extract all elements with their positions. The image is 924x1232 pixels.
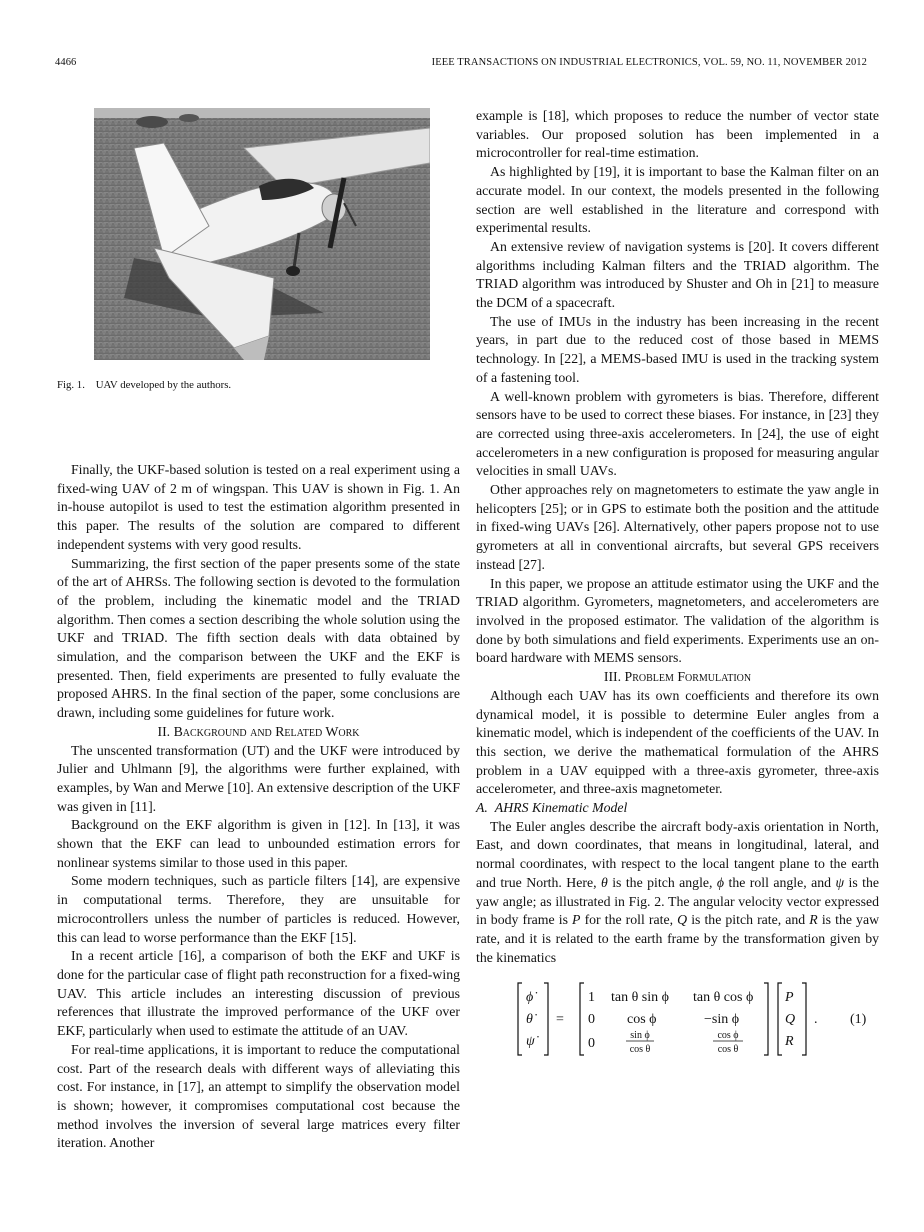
paragraph: In a recent article [16], a comparison of both the EKF and UKF is done for the particular case of flight path reconstruction for a fixed-wing UAV. This article includes an interesting discussion of previous references that illustrate the improved performance of the UKF over EKF, particularly when used to estimate the attitude of an UAV. [57,948,460,1039]
math-symbol: Q [677,912,688,928]
paragraph: For real-time applications, it is important to reduce the computational cost. Part of the research deals with different ways of alleviating this cost. For instance, in [17], an attempt to simplify the observation model is shown; however, it compromises computational cost because the method involves the inversion of several large matrices every filter iteration. Another [57,1041,460,1151]
paragraph: In this paper, we propose an attitude estimator using the UKF and the TRIAD algorithm. Gyrometers, magnetometers, and accelerometers are involved in the proposed estimator. The validation of the algorithm is done by both simulations and field experiments. Experiments use an on-board hardware with MEMS sensors. [476,575,879,666]
math-symbol: ψ [835,874,845,890]
uav-photo [94,108,430,360]
section-heading [476,668,879,687]
paragraph [476,818,879,968]
eq-period: . [814,1012,818,1028]
eq-equals: = [556,1012,564,1028]
eq-lhs-phi-dot: ϕ̇ [526,990,534,1006]
eq-m22: cos ϕ [627,1012,657,1028]
right-column [476,107,879,1059]
left-column [57,461,460,1153]
journal-header: IEEE TRANSACTIONS ON INDUSTRIAL ELECTRONICS, VOL. 59, NO. 11, NOVEMBER 2012 [431,57,867,68]
subsection-heading: A. AHRS Kinematic Model [476,800,628,816]
text-run: The Euler angles describe the aircraft body-axis orientation in North, East, and down coordinates, that means in longitudinal, lateral, and normal coordinates, with respect to the local tangent plane to the earth and true North. Here, [476,818,879,890]
eq-m32-num: sin ϕ [630,1030,650,1042]
section-heading [57,723,460,742]
section-number: III. [603,669,622,685]
text-run: is the yaw angle; as illustrated in Fig. 2. The angular velocity vector expressed in body frame is [476,874,880,928]
eq-rhs-q: Q [785,1012,796,1028]
text-run: is the yaw rate, and it is related to the earth frame by the transformation given by the kinematics [476,912,880,965]
eq-m13: tan θ cos ϕ [693,990,754,1006]
paragraph: Although each UAV has its own coefficients and therefore its own dynamical model, it is possible to determine Euler angles from a kinematic model, which is independent of the coefficients of the UAV. In this section, we derive the mathematical formulation of the AHRS problem in a UAV equipped with a three-axis gyrometer, three-axis accelerometer, and three-axis magnetometer. [476,687,879,797]
eq-rhs-r: R [785,1034,794,1050]
text-run: the roll angle, and [728,874,832,890]
eq-m32-den: cos θ [629,1044,651,1056]
math-symbol: θ [601,874,608,890]
eq-m33-num: cos ϕ [717,1030,739,1042]
page-number: 4466 [55,57,77,68]
equation-1 [476,979,879,1059]
section-title: Problem Formulation [624,669,752,685]
paragraph: Finally, the UKF-based solution is tested on a real experiment using a fixed-wing UAV of 2 m of wingspan. This UAV is shown in Fig. 1. An in-house autopilot is used to test the estimation algorithm presented in this paper. The results of the solution are compared to different independent systems with very good results. [57,462,460,552]
eq-rhs-p: P [785,990,794,1006]
text-run: for the roll rate, [584,912,674,928]
math-symbol: R [809,912,818,928]
math-symbol: P [572,912,581,928]
paragraph: example is [18], which proposes to reduce the number of vector state variables. Our proposed solution has been implemented in a microcontroller for real-time estimation. [476,108,879,161]
eq-lhs-theta-dot: θ̇ [526,1012,533,1028]
paragraph: Background on the EKF algorithm is given in [12]. In [13], it was shown that the EKF can lead to unbounded estimation errors for nonlinear systems similar to those used in this paper. [57,817,460,870]
section-number: II. [157,723,171,739]
figure-caption: Fig. 1. UAV developed by the authors. [57,379,232,391]
equation-number: (1) [850,1012,867,1028]
paragraph: Some modern techniques, such as particle filters [14], are expensive in computational terms. Therefore, they are unsuitable for microcontrollers unless the number of particles is reduced. However, this can lead to worse performance than the EKF [15]. [57,873,460,945]
math-symbol: ϕ [716,874,725,890]
eq-m21: 0 [588,1012,595,1028]
eq-m12: tan θ sin ϕ [611,990,670,1006]
text-run: is the pitch angle, [612,874,713,890]
eq-m31: 0 [588,1036,595,1052]
paragraph: The use of IMUs in the industry has been increasing in the recent years, in part due to the reduced cost of those based in MEMS technology. In [22], a MEMS-based IMU is used in the tracking system of a fastening tool. [476,313,879,385]
text-run: is the pitch rate, and [691,912,806,928]
paragraph: Summarizing, the first section of the paper presents some of the state of the art of AHRSs. The following section is devoted to the formulation of the problem, including the kinematic model and the TRIAD algorithm. Then comes a section describing the whole solution using the UKF and TRIAD. The fifth section deals with data obtained by simulation, and the comparison between the UKF and the EKF is presented. Then, field experiments are presented to fully evaluate the proposed AHRS. In the final section of the paper, some conclusions are drawn, including some guidelines for future work. [57,555,460,721]
eq-m33-den: cos θ [717,1044,739,1056]
paragraph: The unscented transformation (UT) and the UKF were introduced by Julier and Uhlmann [9], the algorithms were further explained, with examples, by Wan and Merwe [10]. An extensive description of the UKF was given in [11]. [57,742,460,814]
eq-m11: 1 [588,990,595,1006]
paragraph: An extensive review of navigation systems is [20]. It covers different algorithms including Kalman filters and the TRIAD algorithm. The TRIAD algorithm was introduced by Shuster and Oh in [21] to measure the DCM of a spacecraft. [476,238,879,311]
paragraph: A well-known problem with gyrometers is bias. Therefore, different sensors have to be used to correct these biases. For instance, in [23] they are corrected using three-axis accelerometers. In [24], the use of eight accelerometers in a new configuration is proposed for measuring angular velocities in small UAVs. [476,388,879,479]
eq-m23: −sin ϕ [704,1012,740,1028]
paragraph: As highlighted by [19], it is important to base the Kalman filter on an accurate model. In our context, the models presented in the following section are well established in the literature and correspond with experimental results. [476,164,879,236]
eq-lhs-psi-dot: ψ̇ [526,1034,535,1050]
paragraph: Other approaches rely on magnetometers to estimate the yaw angle in helicopters [25]; or in GPS to estimate both the position and the attitude in fixed-wing UAVs [26]. Alternatively, other papers propose not to use gyrometers at all in conventional aircrafts, but several GPS receivers instead [27]. [476,482,879,572]
section-title: Background and Related Work [173,723,360,739]
